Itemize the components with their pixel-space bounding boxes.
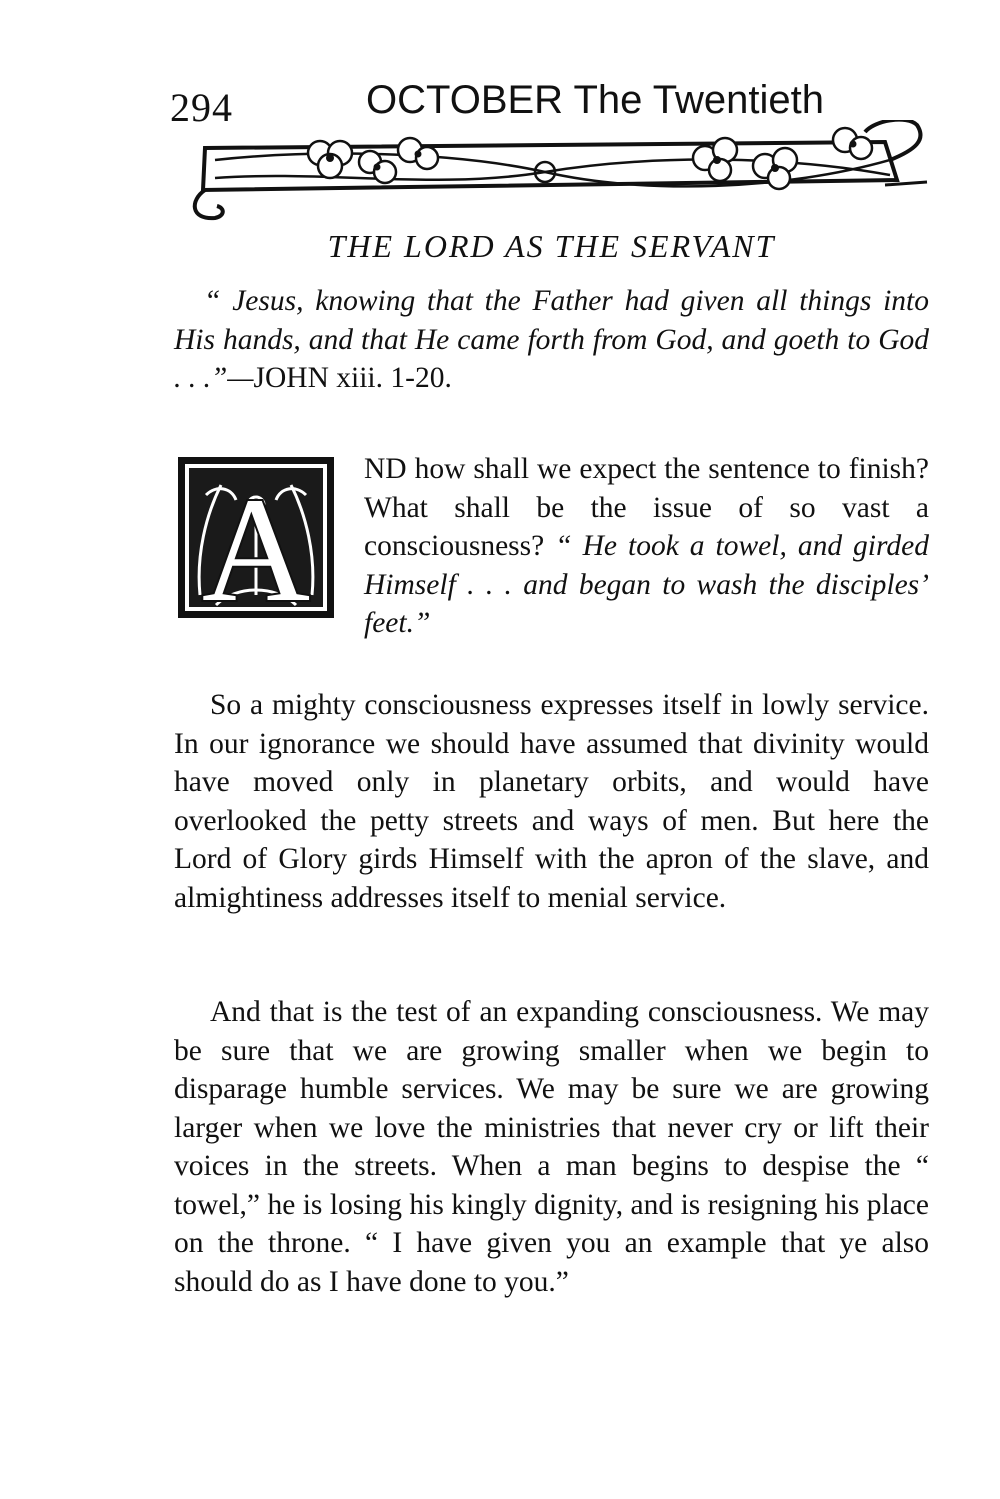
epigraph-quote bbox=[174, 282, 929, 398]
third-paragraph: And that is the test of an expanding consciousness. We may be sure that we are growing smaller when we begin to disparage humble services. We may be sure we are growing larger when we love the ministries that never cry or lift their voices in the streets. When a man begins to despise the “ towel,” he is losing his kingly dignity, and is resigning his place on the throne. “ I have given you an example that ye also should do as I have done to you.” bbox=[174, 996, 929, 1298]
opening-paragraph-quote: “ He took a towel, and girded Himself . . . and began to wash the disciples’ feet.” bbox=[364, 530, 929, 639]
opening-paragraph bbox=[174, 450, 929, 643]
epigraph-citation: JOHN xiii. 1-20. bbox=[253, 362, 452, 394]
drop-cap-letter: A bbox=[201, 467, 311, 620]
header-title: OCTOBER The Twentieth bbox=[366, 78, 824, 122]
opening-paragraph-roman: ND how shall we expect the sentence to finish? What shall be the issue of so vast a consciousness? bbox=[364, 453, 929, 562]
page-number: 294 bbox=[170, 85, 233, 130]
second-paragraph: So a mighty consciousness expresses itself in lowly service. In our ignorance we should have assumed that divinity would have moved only in planetary orbits, and would have overlooked the petty streets and ways of men. But here the Lord of Glory girds Himself with the apron of the slave, and almightiness addresses itself to menial service. bbox=[174, 689, 929, 914]
floral-ornament-banner bbox=[185, 120, 930, 225]
section-title: THE LORD AS THE SERVANT bbox=[327, 228, 776, 264]
epigraph-text: “ Jesus, knowing that the Father had given all things into His hands, and that He came forth from God, and goeth to God . . .”— bbox=[174, 285, 929, 394]
